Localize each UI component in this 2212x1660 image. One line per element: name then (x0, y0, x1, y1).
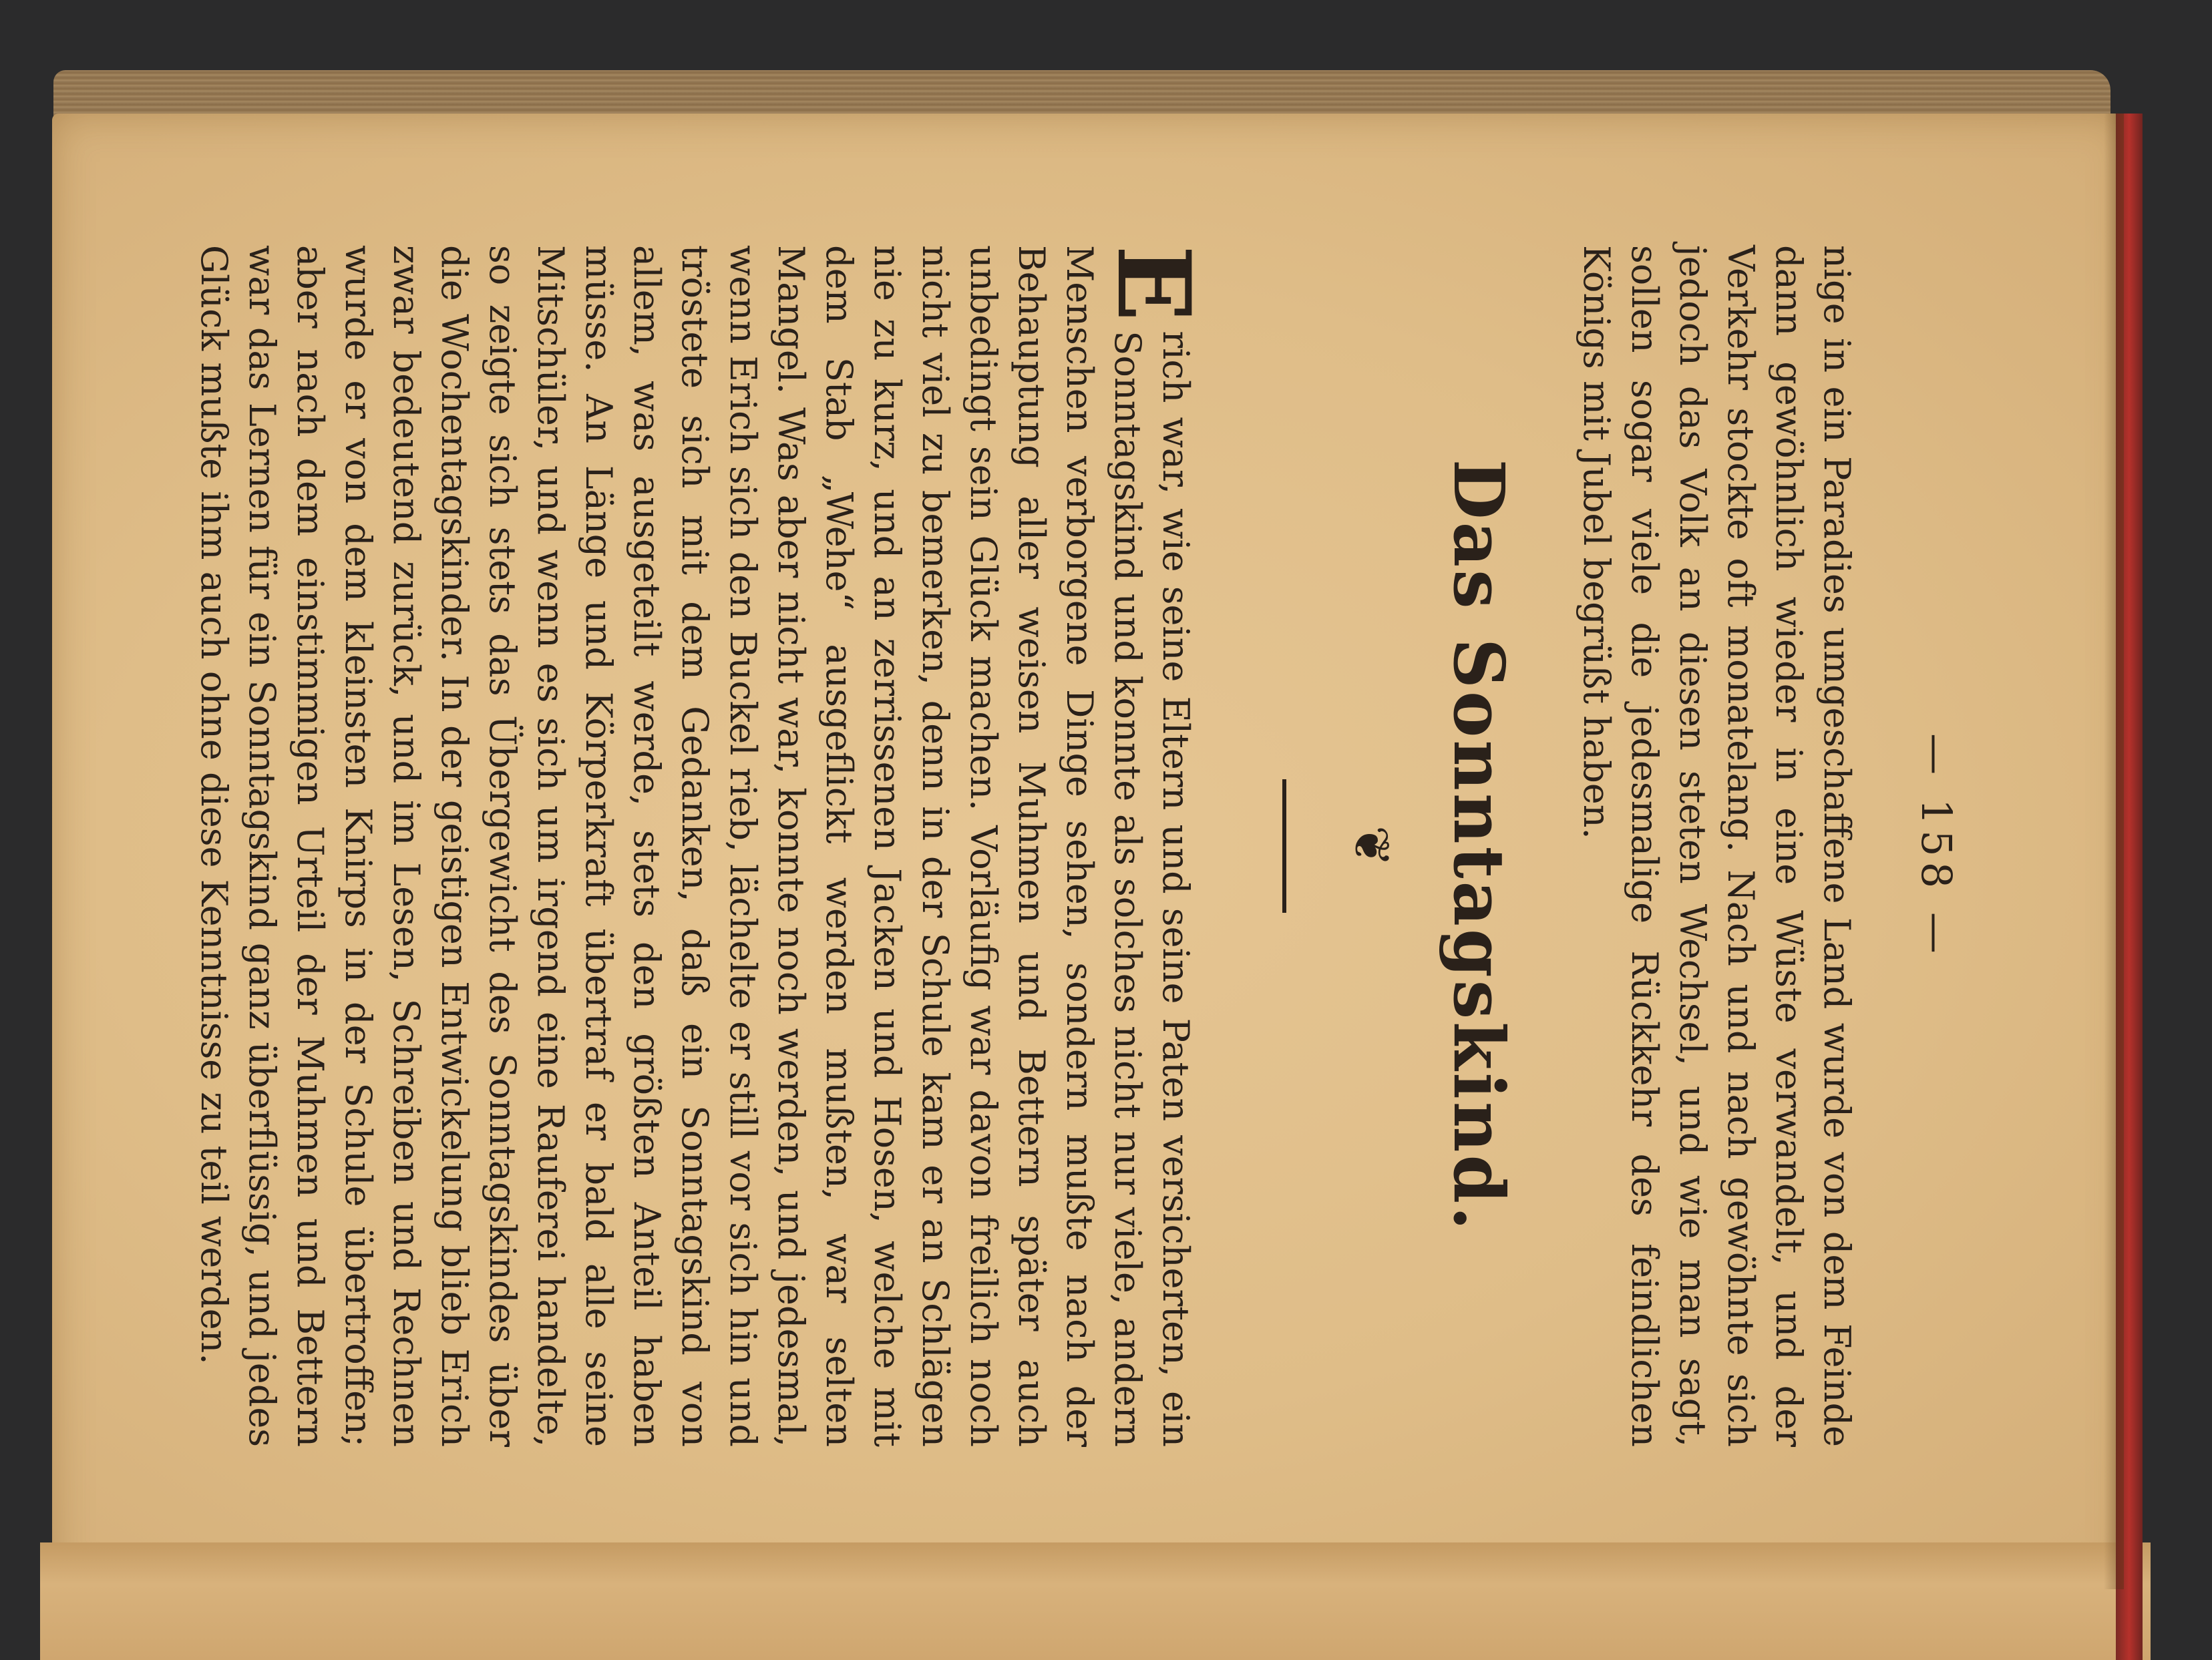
continued-paragraph: nige in ein Paradies umgeschaffene Land wurde von dem Feinde dann gewöhnlich wieder in eine Wüste verwandelt, und der Verkehr stockte oft monatelang. Nach und nach gewöhnte sich jedoch das Volk an diesen steten Wechsel, und wie man sagt, sollen sogar viele die jedesmalige Rückkehr des feindlichen Königs mit Jubel begrüßt haben. (1576, 245, 1858, 1447)
chapter-title: Das Sonntagskind. (1438, 459, 1520, 1233)
chapter-first-paragraph (190, 245, 1212, 1447)
ornament-icon: ❦ (1342, 825, 1400, 867)
facing-page-gutter (40, 1542, 2151, 1660)
page-number: — 158 — (1912, 733, 1961, 959)
page-edge-shadow (2104, 114, 2124, 1589)
title-rule (1282, 779, 1286, 913)
drop-cap: E (1095, 245, 1212, 322)
paragraph-text: rich war, wie seine Eltern und seine Paten versicherten, ein Sonntagskind und konnte als solches nicht nur viele, andern Menschen verborgene Dinge sehen, sondern mußte nach der Behauptung aller weisen Muhmen und Bettern später auch unbedingt sein Glück machen. Vorläufig war davon freilich noch nicht viel zu bemerken, denn in der Schule kam er an Schlägen nie zu kurz, und an zerrissenen Jacken und Hosen, welche mit dem Stab „Wehe“ ausgeflickt werden mußten, war selten Mangel. Was aber nicht war, konnte noch werden, und jedesmal, wenn Erich sich den Buckel rieb, lächelte er still vor sich hin und tröstete sich mit dem Gedanken, daß ein Sonntagskind von allem, was ausgeteilt werde, stets den größten Anteil haben müsse. An Länge und Körperkraft übertraf er bald alle seine Mitschüler, und wenn es sich um irgend eine Rauferei handelte, so zeigte sich stets das Übergewicht des Sonntagskindes über die Wochentagskinder. In der geistigen Entwickelung blieb Erich zwar bedeutend zurück, und im Lesen, Schreiben und Rechnen wurde er von dem kleinsten Knirps in der Schule übertroffen; aber nach dem einstimmigen Urteil der Muhmen und Bettern war das Lernen für ein Sonntagskind ganz überflüssig, und jedes Glück mußte ihm auch ohne diese Kenntnisse zu teil werden. (193, 245, 1197, 1447)
rotated-page-content (193, 145, 1988, 1547)
